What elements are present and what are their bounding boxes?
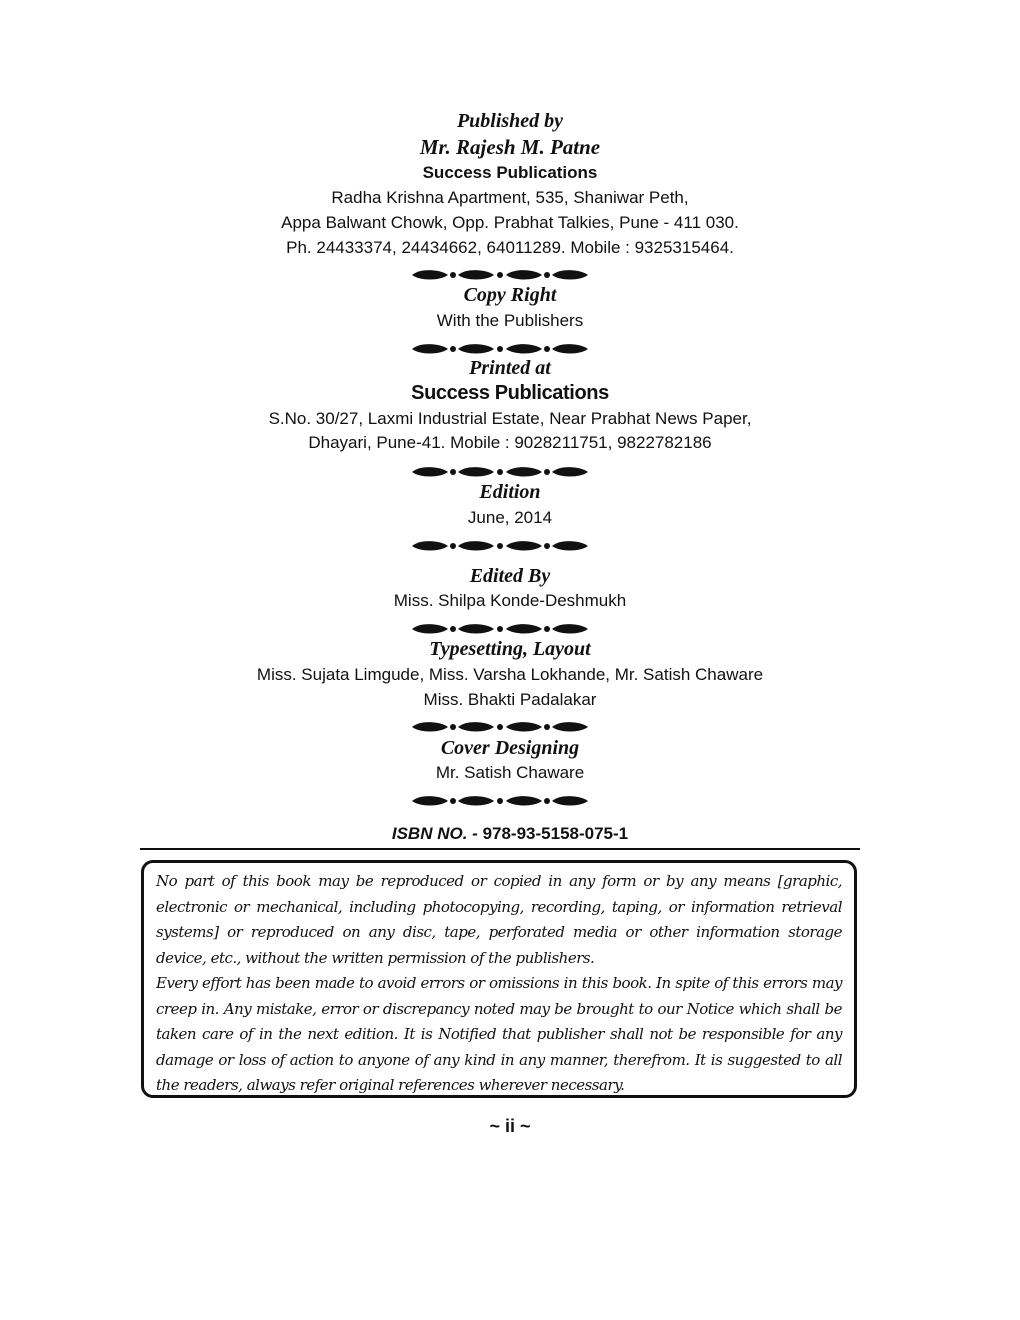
published-by-heading: Published by <box>456 110 564 132</box>
cover-designer-name: Mr. Satish Chaware <box>435 763 585 782</box>
publisher-company: Success Publications <box>422 163 598 182</box>
leaf-divider-icon <box>410 794 590 808</box>
edition-heading: Edition <box>479 481 541 503</box>
notice-paragraph-reproduction: No part of this book may be reproduced or copied in any form or by any means [graphic, electronic or mechanical, including photocopying, recording, taping, or information retrieval systems] or reproduced on any disc, tape, perforated media or other information storage device, etc., without the written permission of the publishers. <box>156 872 842 967</box>
leaf-divider-icon <box>410 465 590 479</box>
printer-address-line-2: Dhayari, Pune-41. Mobile : 9028211751, 9822782186 <box>308 433 712 452</box>
printer-company: Success Publications <box>411 382 609 404</box>
edited-by-heading: Edited By <box>469 565 551 587</box>
leaf-divider-icon <box>410 268 590 282</box>
printer-address-line-1: S.No. 30/27, Laxmi Industrial Estate, Near Prabhat News Paper, <box>268 409 752 428</box>
printed-at-heading: Printed at <box>469 357 551 379</box>
notice-paragraph-errors: Every effort has been made to avoid errors or omissions in this book. In spite of this errors may creep in. Any mistake, error or discrepancy noted may be brought to our Notice which shall be taken care of in the next edition. It is Notified that publisher shall not be responsible for any damage or loss of action to anyone of any kind in any manner, therefrom. It is suggested to all the readers, always refer original references wherever necessary. <box>156 974 842 1094</box>
typesetting-heading: Typesetting, Layout <box>429 638 591 660</box>
typesetting-names-line-2: Miss. Bhakti Padalakar <box>423 690 597 709</box>
isbn-rule <box>140 848 860 850</box>
isbn-number: 978-93-5158-075-1 <box>482 824 629 843</box>
leaf-divider-icon <box>410 622 590 636</box>
page-number: ~ ii ~ <box>489 1116 531 1136</box>
leaf-divider-icon <box>410 342 590 356</box>
copyright-heading: Copy Right <box>463 284 557 306</box>
publisher-phone: Ph. 24433374, 24434662, 64011289. Mobile : 9325315464. <box>286 238 734 257</box>
leaf-divider-icon <box>410 539 590 553</box>
isbn-label: ISBN NO. - <box>391 824 478 843</box>
typesetting-names-line-1: Miss. Sujata Limgude, Miss. Varsha Lokhande, Mr. Satish Chaware <box>256 665 764 684</box>
leaf-divider-icon <box>410 720 590 734</box>
publisher-address-line-1: Radha Krishna Apartment, 535, Shaniwar Peth, <box>331 188 689 207</box>
copyright-text: With the Publishers <box>436 311 584 330</box>
copyright-notice-box <box>141 860 857 1098</box>
cover-designing-heading: Cover Designing <box>440 737 580 759</box>
isbn-line <box>0 824 1020 844</box>
editor-name: Miss. Shilpa Konde-Deshmukh <box>393 591 627 610</box>
publisher-name: Mr. Rajesh M. Patne <box>419 135 601 159</box>
edition-date: June, 2014 <box>467 508 553 527</box>
publisher-address-line-2: Appa Balwant Chowk, Opp. Prabhat Talkies, Pune - 411 030. <box>281 213 739 232</box>
